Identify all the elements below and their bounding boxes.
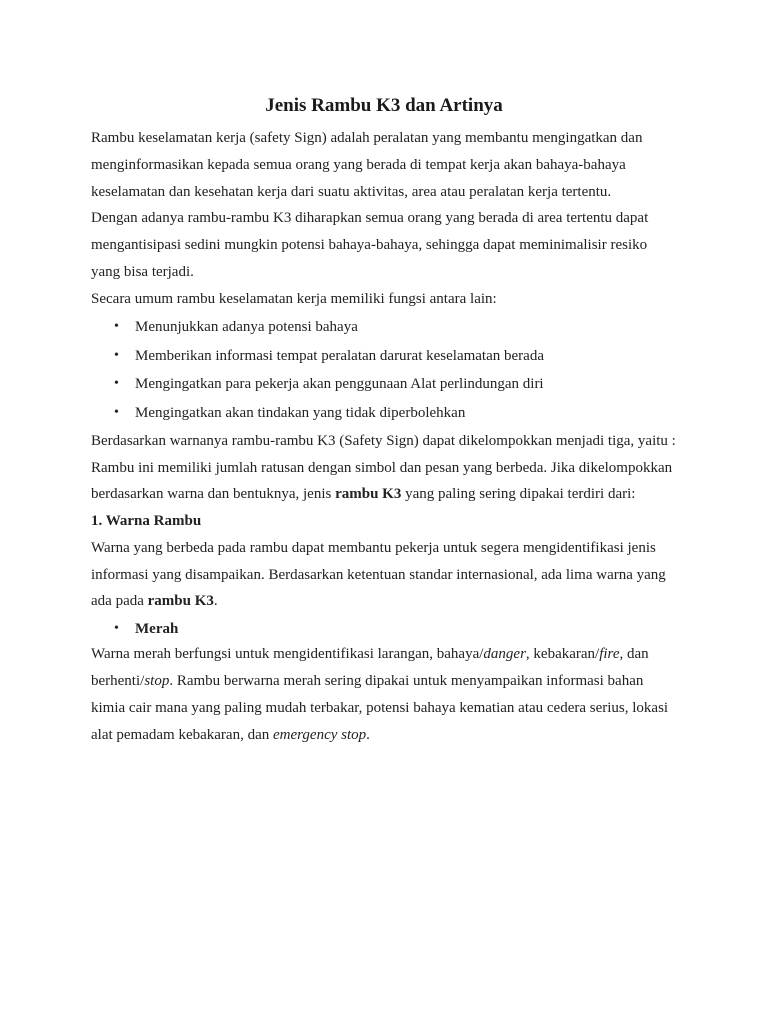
paragraph-6-line-1	[91, 645, 649, 663]
paragraph-1-line-2: menginformasikan kepada semua orang yang berada di tempat kerja akan bahaya-bahaya	[91, 157, 626, 173]
paragraph-2-line-1: Dengan adanya rambu-rambu K3 diharapkan semua orang yang berada di area tertentu dapat	[91, 210, 649, 226]
text-run: yang paling sering dipakai terdiri dari:	[401, 486, 636, 502]
text-run: berdasarkan warna dan bentuknya, jenis	[91, 486, 336, 502]
italic-term: fire	[599, 646, 620, 662]
page-title: Jenis Rambu K3 dan Artinya	[265, 95, 503, 116]
paragraph-3: Secara umum rambu keselamatan kerja memiliki fungsi antara lain:	[91, 291, 497, 307]
paragraph-4-line-2: Rambu ini memiliki jumlah ratusan dengan simbol dan pesan yang berbeda. Jika dikelompokkan	[91, 460, 673, 476]
color-bullet-merah: Merah	[135, 621, 179, 637]
paragraph-2-line-3: yang bisa terjadi.	[91, 264, 194, 280]
text-run: ada pada	[91, 593, 148, 609]
list-item: Mengingatkan para pekerja akan penggunaan Alat perlindungan diri	[135, 376, 544, 392]
bullet-icon: •	[114, 405, 119, 420]
text-run: , kebakaran/	[525, 646, 600, 662]
paragraph-6-line-3: kimia cair mana yang paling mudah terbakar, potensi bahaya kematian atau cedera serius, lokasi	[91, 700, 669, 716]
paragraph-5-line-3	[91, 592, 218, 610]
list-item: Mengingatkan akan tindakan yang tidak diperbolehkan	[135, 405, 466, 421]
paragraph-6-line-4	[91, 726, 370, 744]
text-run: , dan	[619, 646, 649, 662]
paragraph-4-line-1: Berdasarkan warnanya rambu-rambu K3 (Safety Sign) dapat dikelompokkan menjadi tiga, yaitu :	[91, 433, 676, 449]
paragraph-1-line-1: Rambu keselamatan kerja (safety Sign) adalah peralatan yang membantu mengingatkan dan	[91, 130, 643, 146]
bold-term: rambu K3	[335, 486, 402, 502]
text-run: berhenti/	[91, 673, 145, 689]
paragraph-5-line-1: Warna yang berbeda pada rambu dapat membantu pekerja untuk segera mengidentifikasi jenis	[91, 540, 656, 556]
paragraph-2-line-2: mengantisipasi sedini mungkin potensi bahaya-bahaya, sehingga dapat meminimalisir resiko	[91, 237, 648, 253]
paragraph-1-line-3: keselamatan dan kesehatan kerja dari suatu aktivitas, area atau peralatan kerja tertentu.	[91, 184, 612, 200]
text-run: Warna merah berfungsi untuk mengidentifikasi larangan, bahaya/	[91, 646, 484, 662]
paragraph-6-line-2	[91, 672, 643, 690]
paragraph-4-line-3	[91, 485, 635, 503]
list-item: Menunjukkan adanya potensi bahaya	[135, 319, 358, 335]
bullet-icon: •	[114, 376, 119, 391]
bullet-icon: •	[114, 621, 119, 636]
italic-term: danger	[483, 646, 526, 662]
text-run: .	[213, 593, 218, 609]
bullet-icon: •	[114, 319, 119, 334]
text-run: .	[366, 727, 370, 743]
bullet-icon: •	[114, 348, 119, 363]
bold-term: rambu K3	[147, 593, 214, 609]
section-heading: 1. Warna Rambu	[91, 513, 202, 529]
paragraph-5-line-2: informasi yang disampaikan. Berdasarkan ketentuan standar internasional, ada lima warna yang	[91, 567, 666, 583]
text-run: . Rambu berwarna merah sering dipakai untuk menyampaikan informasi bahan	[169, 673, 644, 689]
italic-term: stop	[144, 673, 170, 689]
text-run: alat pemadam kebakaran, dan	[91, 727, 273, 743]
italic-term: emergency stop	[273, 727, 367, 743]
list-item: Memberikan informasi tempat peralatan darurat keselamatan berada	[135, 348, 544, 364]
